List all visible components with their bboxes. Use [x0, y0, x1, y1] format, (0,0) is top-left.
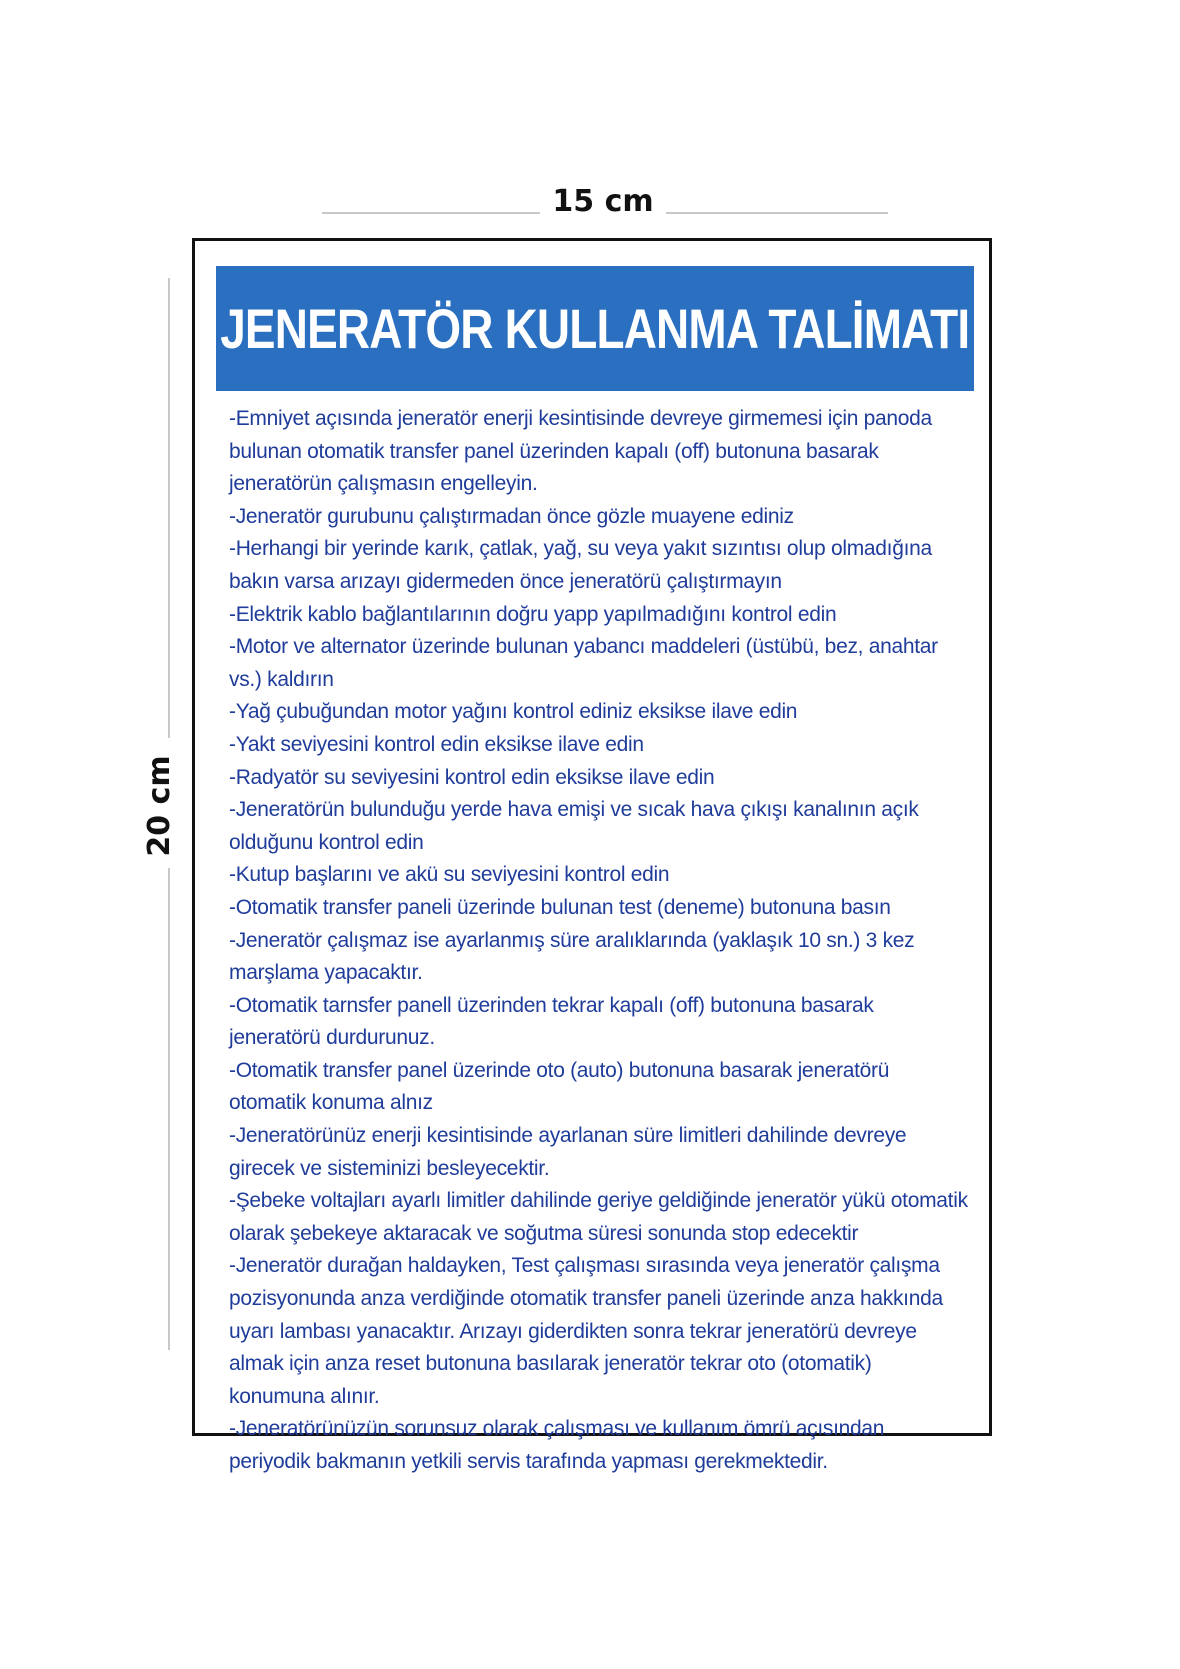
instruction-item: -Jeneratörünüzün sorunsuz olarak çalışması ve kullanım ömrü açısından periyodik bakmanın yetkili servis tarafında yapması gerekmektedir. [229, 1417, 885, 1473]
width-dimension-line-left [322, 212, 540, 214]
height-dimension-label: 20 cm [142, 755, 177, 857]
instruction-item: -Otomatik tarnsfer panell üzerinden tekrar kapalı (off) butonuna basarak jeneratörü durdurunuz. [229, 993, 874, 1050]
sign-title: JENERATÖR KULLANMA TALİMATI [220, 297, 970, 360]
instruction-item: -Yağ çubuğundan motor yağını kontrol ediniz eksikse ilave edin [229, 700, 798, 724]
instruction-sign [192, 238, 992, 1473]
height-dimension-line-bottom [168, 868, 170, 1350]
sign-header [216, 266, 974, 391]
instruction-item: -Jeneratör gurubunu çalıştırmadan önce gözle muayene ediniz [229, 504, 794, 528]
instruction-item: -Elektrik kablo bağlantılarının doğru yapp yapılmadığını kontrol edin [229, 602, 837, 626]
instruction-item: -Radyatör su seviyesini kontrol edin eksikse ilave edin [229, 765, 715, 789]
sign-body [229, 403, 969, 1479]
instruction-item: -Yakt seviyesini kontrol edin eksikse ilave edin [229, 732, 644, 756]
instruction-item: -Emniyet açısında jeneratör enerji kesintisinde devreye girmemesi için panoda bulunan otomatik transfer panel üzerinden kapalı (off) butonuna basarak jeneratörün çalışmasın engelleyin. [229, 407, 932, 496]
instruction-item: -Otomatik transfer panel üzerinde oto (auto) butonuna basarak jeneratörü otomatik konuma alnız [229, 1058, 890, 1115]
instruction-item: -Kutup başlarını ve akü su seviyesini kontrol edin [229, 863, 670, 887]
instruction-item: -Otomatik transfer paneli üzerinde bulunan test (deneme) butonuna basın [229, 895, 891, 919]
instruction-item: -Şebeke voltajları ayarlı limitler dahilinde geriye geldiğinde jeneratör yükü otomatik olarak şebekeye aktaracak ve soğutma süresi sonunda stop edecektir [229, 1189, 968, 1245]
width-dimension [322, 182, 888, 222]
width-dimension-line-right [666, 212, 888, 214]
instruction-item: -Jeneratörünüz enerji kesintisinde ayarlanan süre limitleri dahilinde devreye girecek ve sisteminizi besleyecektir. [229, 1124, 907, 1180]
instruction-item: -Jeneratör durağan haldayken, Test çalışması sırasında veya jeneratör çalışma pozisyonunda anza verdiğinde otomatik transfer paneli üzerinde anza hakkında uyarı lambası yanacaktır. Arızayı giderdikten sonra tekrar jeneratörü devreye almak için anza reset butonuna basılarak jeneratör tekrar oto (otomatik) konumuna alınır. [229, 1254, 943, 1408]
instruction-item: -Jeneratörün bulunduğu yerde hava emişi ve sıcak hava çıkışı kanalının açık olduğunu kontrol edin [229, 798, 919, 854]
instruction-item: -Motor ve alternator üzerinde bulunan yabancı maddeleri (üstübü, bez, anahtar vs.) kaldırın [229, 635, 938, 691]
instruction-item: -Herhangi bir yerinde karık, çatlak, yağ, su veya yakıt sızıntısı olup olmadığına bakın varsa arızayı gidermeden önce jeneratörü çalıştırmayın [229, 537, 932, 593]
instruction-item: -Jeneratör çalışmaz ise ayarlanmış süre aralıklarında (yaklaşık 10 sn.) 3 kez marşlama yapacaktır. [229, 928, 915, 985]
height-dimension [140, 278, 180, 1350]
height-dimension-line-top [168, 278, 170, 738]
width-dimension-label: 15 cm [552, 184, 654, 219]
